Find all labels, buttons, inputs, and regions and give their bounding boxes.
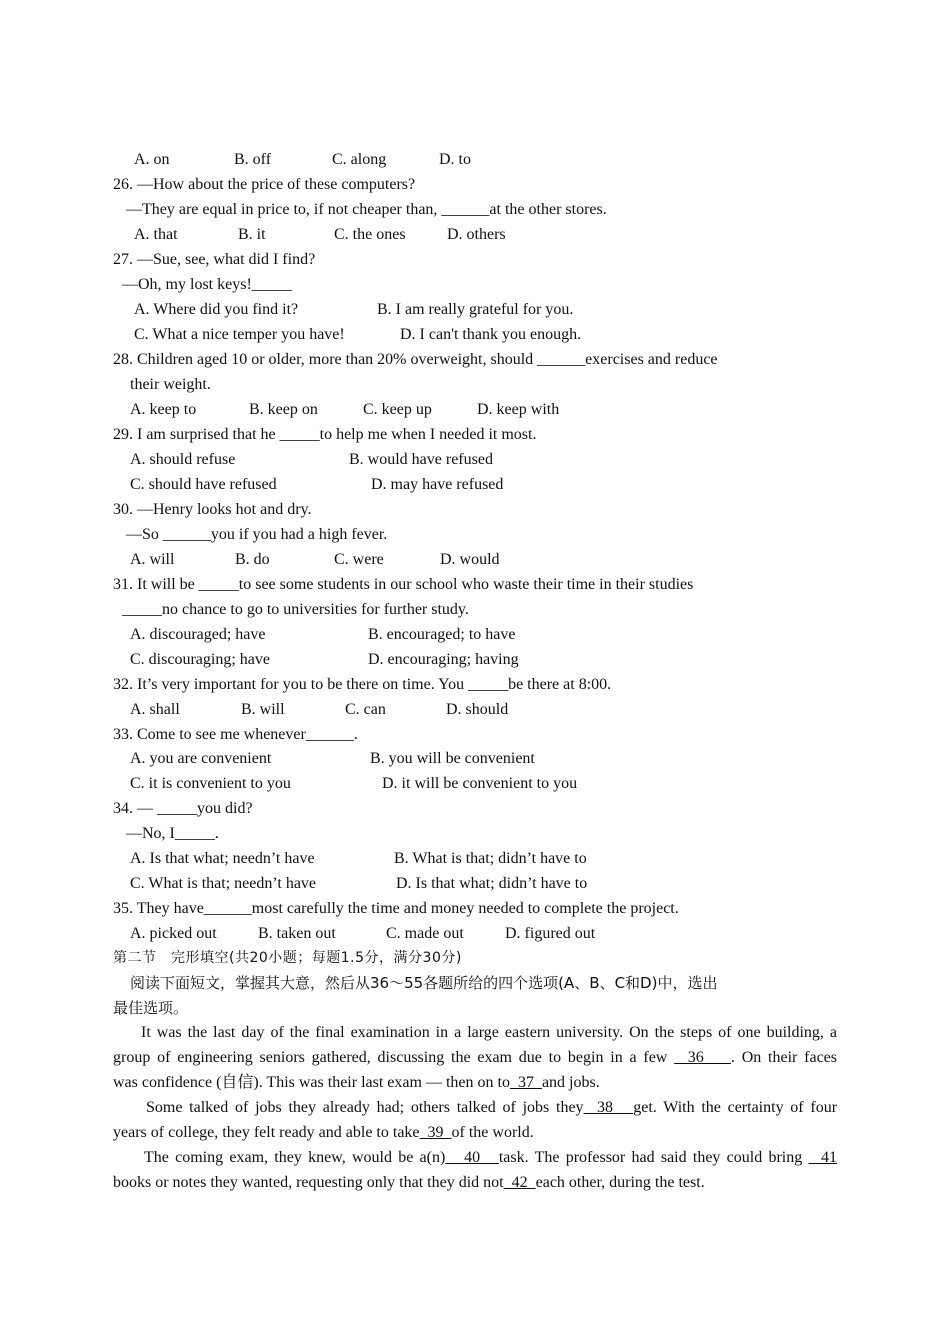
q27-stem: 27. —Sue, see, what did I find?: [113, 251, 316, 268]
q29-option-a: A. should refuse: [130, 451, 236, 468]
q31-stem-cont: _____no chance to go to universities for further study.: [122, 601, 469, 618]
passage-text: of the world.: [451, 1124, 534, 1141]
q27-option-a: A. Where did you find it?: [134, 301, 299, 318]
q27-option-b: B. I am really grateful for you.: [377, 301, 574, 318]
q33-option-c: C. it is convenient to you: [130, 775, 291, 792]
q30-reply: —So ______you if you had a high fever.: [126, 526, 388, 543]
q27-option-d: D. I can't thank you enough.: [400, 326, 582, 343]
q34-option-a: A. Is that what; needn’t have: [130, 850, 315, 867]
passage-p1-line2: [113, 1045, 837, 1070]
q32-stem: 32. It’s very important for you to be there on time. You _____be there at 8:00.: [113, 676, 612, 693]
q31-option-d: D. encouraging; having: [368, 651, 519, 668]
blank-42: 42: [503, 1174, 536, 1191]
blank-37: 37: [509, 1074, 542, 1091]
q34-option-c: C. What is that; needn’t have: [130, 875, 317, 892]
q34-option-b: B. What is that; didn’t have to: [394, 850, 587, 867]
q34-reply: —No, I_____.: [126, 825, 219, 842]
q32-option-c: C. can: [345, 701, 386, 718]
blank-39: 39: [419, 1124, 452, 1141]
passage-text: task. The professor had said they could bring: [498, 1149, 803, 1166]
q30-option-b: B. do: [235, 551, 270, 568]
q30-option-a: A. will: [130, 551, 175, 568]
q29-option-c: C. should have refused: [130, 476, 277, 493]
q31-stem: 31. It will be _____to see some students in our school who waste their time in their studies: [113, 576, 694, 593]
q26-option-d: D. others: [447, 226, 506, 243]
passage-text: each other, during the test.: [535, 1174, 705, 1191]
q27-option-c: C. What a nice temper you have!: [134, 326, 345, 343]
q35-option-d: D. figured out: [505, 925, 596, 942]
q35-option-c: C. made out: [386, 925, 464, 942]
passage-text: was confidence (自信). This was their last exam — then on to: [113, 1074, 510, 1091]
q28-option-c: C. keep up: [363, 401, 432, 418]
q30-stem: 30. —Henry looks hot and dry.: [113, 501, 312, 518]
blank-36: 36: [674, 1049, 731, 1066]
q32-option-b: B. will: [241, 701, 285, 718]
section2-instruction: 阅读下面短文，掌握其大意，然后从36～55各题所给的四个选项(A、B、C和D)中，选出: [130, 974, 718, 992]
q34-option-d: D. Is that what; didn’t have to: [396, 875, 588, 892]
passage-text: group of engineering seniors gathered, discussing the exam due to begin in a few: [113, 1049, 668, 1066]
blank-38: 38: [583, 1099, 634, 1116]
q26-option-a: A. that: [134, 226, 178, 243]
q33-option-b: B. you will be convenient: [370, 750, 535, 767]
passage-p3-line2: [113, 1170, 705, 1195]
q28-stem-cont: their weight.: [130, 376, 211, 393]
passage-text: The coming exam, they knew, would be a(n): [144, 1149, 446, 1166]
q26-stem: 26. —How about the price of these computers?: [113, 176, 416, 193]
q31-option-c: C. discouraging; have: [130, 651, 270, 668]
q25-option-a: A. on: [134, 151, 170, 168]
section2-heading: 第二节 完形填空(共20小题；每题1.5分，满分30分): [113, 950, 462, 966]
passage-p2-line2: [113, 1120, 534, 1145]
q27-reply: —Oh, my lost keys!_____: [122, 276, 292, 293]
passage-p1-line1: It was the last day of the final examination in a large eastern university. On the steps of one building, a: [141, 1024, 837, 1041]
blank-40: 40: [445, 1149, 499, 1166]
q33-option-a: A. you are convenient: [130, 750, 272, 767]
q26-reply: —They are equal in price to, if not cheaper than, ______at the other stores.: [126, 201, 607, 218]
passage-text: and jobs.: [541, 1074, 600, 1091]
passage-text: Some talked of jobs they already had; others talked of jobs they: [146, 1099, 584, 1116]
passage-text: get. With the certainty of four: [633, 1099, 838, 1116]
q26-option-c: C. the ones: [334, 226, 406, 243]
q34-stem: 34. — _____you did?: [113, 800, 253, 817]
q35-option-b: B. taken out: [258, 925, 336, 942]
passage-p2-line1: [146, 1095, 837, 1120]
q35-stem: 35. They have______most carefully the time and money needed to complete the project.: [113, 900, 679, 917]
q31-option-b: B. encouraged; to have: [368, 626, 516, 643]
q32-option-d: D. should: [446, 701, 509, 718]
section2-instruction-cont: 最佳选项。: [113, 999, 189, 1017]
q32-option-a: A. shall: [130, 701, 180, 718]
q29-option-b: B. would have refused: [349, 451, 493, 468]
q25-option-d: D. to: [439, 151, 471, 168]
passage-text: books or notes they wanted, requesting only that they did not: [113, 1174, 504, 1191]
q31-option-a: A. discouraged; have: [130, 626, 266, 643]
q29-option-d: D. may have refused: [371, 476, 504, 493]
passage-text: years of college, they felt ready and able to take: [113, 1124, 420, 1141]
q28-stem: 28. Children aged 10 or older, more than 20% overweight, should ______exercises and reduce: [113, 351, 718, 368]
passage-p3-line1: [144, 1145, 837, 1170]
q28-option-a: A. keep to: [130, 401, 197, 418]
q29-stem: 29. I am surprised that he _____to help me when I needed it most.: [113, 426, 537, 443]
passage-p1-line3: [113, 1070, 600, 1095]
q35-option-a: A. picked out: [130, 925, 217, 942]
passage-text: . On their faces: [730, 1049, 838, 1066]
q33-stem: 33. Come to see me whenever______.: [113, 726, 358, 743]
q28-option-b: B. keep on: [249, 401, 318, 418]
q25-option-b: B. off: [234, 151, 272, 168]
q25-option-c: C. along: [332, 151, 387, 168]
q33-option-d: D. it will be convenient to you: [382, 775, 578, 792]
q30-option-d: D. would: [440, 551, 500, 568]
q28-option-d: D. keep with: [477, 401, 560, 418]
q30-option-c: C. were: [334, 551, 384, 568]
q26-option-b: B. it: [238, 226, 266, 243]
blank-41: 41: [808, 1149, 838, 1166]
